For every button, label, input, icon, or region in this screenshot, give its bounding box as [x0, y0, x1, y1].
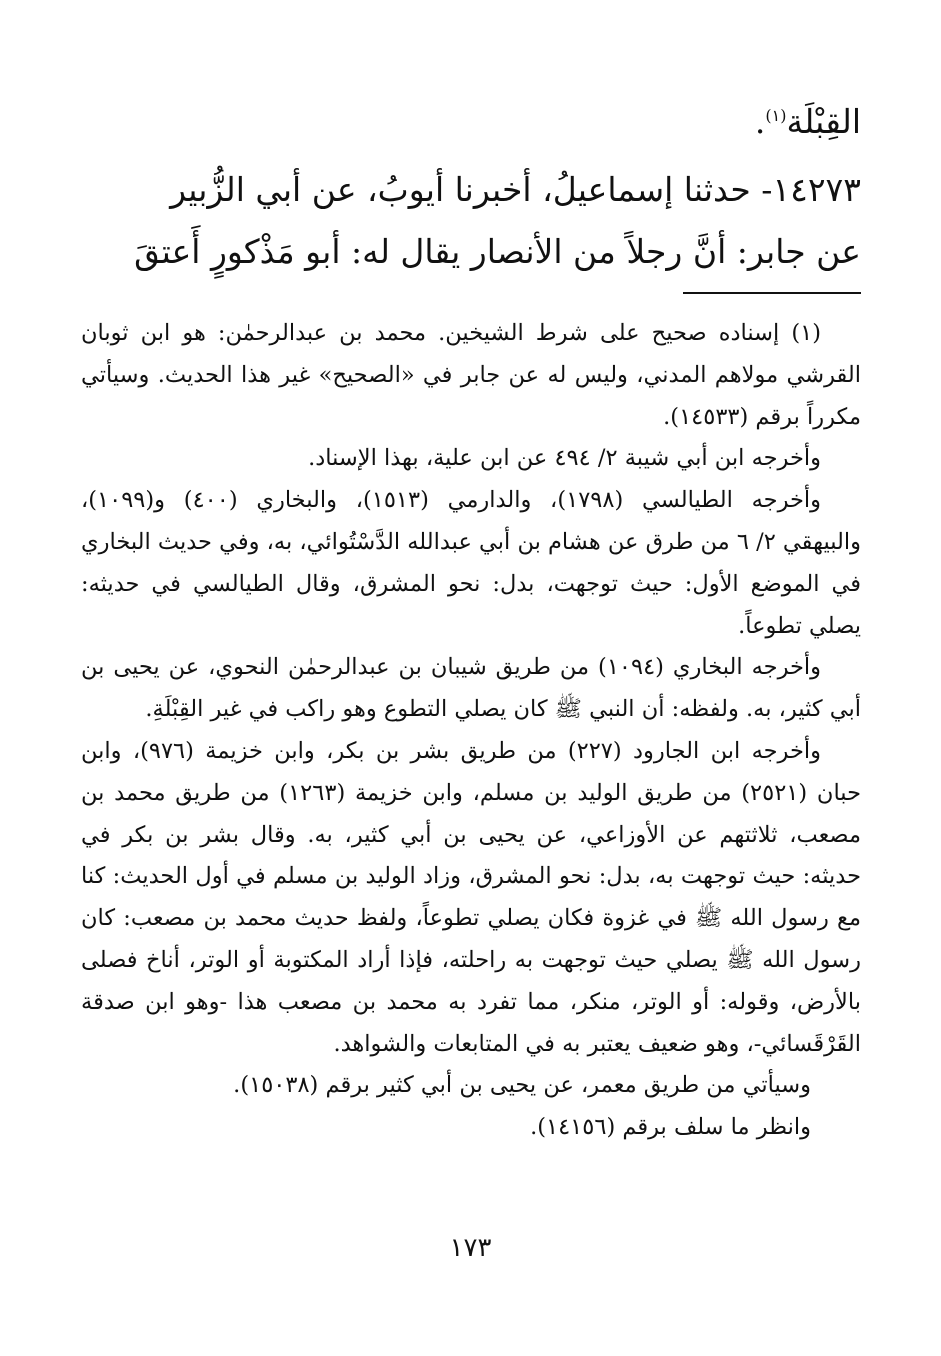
- main-text-line-end: .: [754, 102, 766, 141]
- main-text-word: القِبْلَة: [786, 102, 861, 141]
- footnote-paragraph: وأخرجه ابن أبي شيبة ٢/ ٤٩٤ عن ابن علية، بهذا الإسناد.: [308, 445, 821, 472]
- footnote-paragraph: وأخرجه البخاري (١٠٩٤) من طريق شيبان بن عبدالرحمٰن النحوي، عن يحيى بن أبي كثير، به. ولفظه: أن النبي ﷺ كان يصلي التطوع وهو راكب في غير القِبْلَةِ.: [81, 654, 861, 723]
- footnote-paragraph: وانظر ما سلف برقم (١٤١٥٦).: [530, 1114, 811, 1141]
- footnote-paragraph: وأخرجه ابن الجارود (٢٢٧) من طريق بشر بن بكر، وابن خزيمة (٩٧٦)، وابن حبان (٢٥٢١) من طريق الوليد بن مسلم، وابن خزيمة (١٢٦٣) من طريق محمد بن مصعب، ثلاثتهم عن الأوزاعي، عن يحيى بن أبي كثير، به. وقال بشر بن بكر في حديثه: حيث توجهت به، بدل: نحو المشرق، وزاد الوليد بن مسلم في أول الحديث: كنا مع رسول الله ﷺ في غزوة فكان يصلي تطوعاً، ولفظ حديث محمد بن مصعب: كان رسول الله ﷺ يصلي حيث توجهت به راحلته، فإذا أراد المكتوبة أو الوتر، أناخ فصلى بالأرض، وقوله: أو الوتر، منكر، مما تفرد به محمد بن مصعب هذا -وهو ابن صدقة القَرْقَسائي-، وهو ضعيف يعتبر به في المتابعات والشواهد.: [81, 737, 861, 1057]
- footnote-reference[interactable]: (١): [765, 106, 787, 125]
- main-text-line-3: عن جابر: أنَّ رجلاً من الأنصار يقال له: أبو مَذْكورٍ أَعتقَ: [134, 232, 861, 271]
- footnotes: [81, 313, 861, 1149]
- hadith-number-line: ١٤٢٧٣- حدثنا إسماعيلُ، أخبرنا أيوبُ، عن أبي الزُّبير: [170, 170, 861, 209]
- footnote-paragraph: وسيأتي من طريق معمر، عن يحيى بن أبي كثير برقم (١٥٠٣٨).: [233, 1072, 811, 1099]
- footnote-1: (١) إسناده صحيح على شرط الشيخين. محمد بن عبدالرحمٰن: هو ابن ثوبان القرشي مولاهم المدني، وليس له عن جابر في «الصحيح» غير هذا الحديث. وسيأتي مكرراً برقم (١٤٥٣٣).: [81, 320, 861, 430]
- main-text-line-1: [81, 92, 861, 152]
- page-number: ١٧٣: [449, 1233, 492, 1263]
- footnote-separator: [683, 292, 861, 294]
- footnote-paragraph: وأخرجه الطيالسي (١٧٩٨)، والدارمي (١٥١٣)، والبخاري (٤٠٠) و(١٠٩٩)، والبيهقي ٢/ ٦ من طرق عن هشام بن أبي عبدالله الدَّسْتُوائي، به، وفي حديث البخاري في الموضع الأول: حيث توجهت، بدل: نحو المشرق، وقال الطيالسي في حديثه: يصلي تطوعاً.: [80, 487, 861, 639]
